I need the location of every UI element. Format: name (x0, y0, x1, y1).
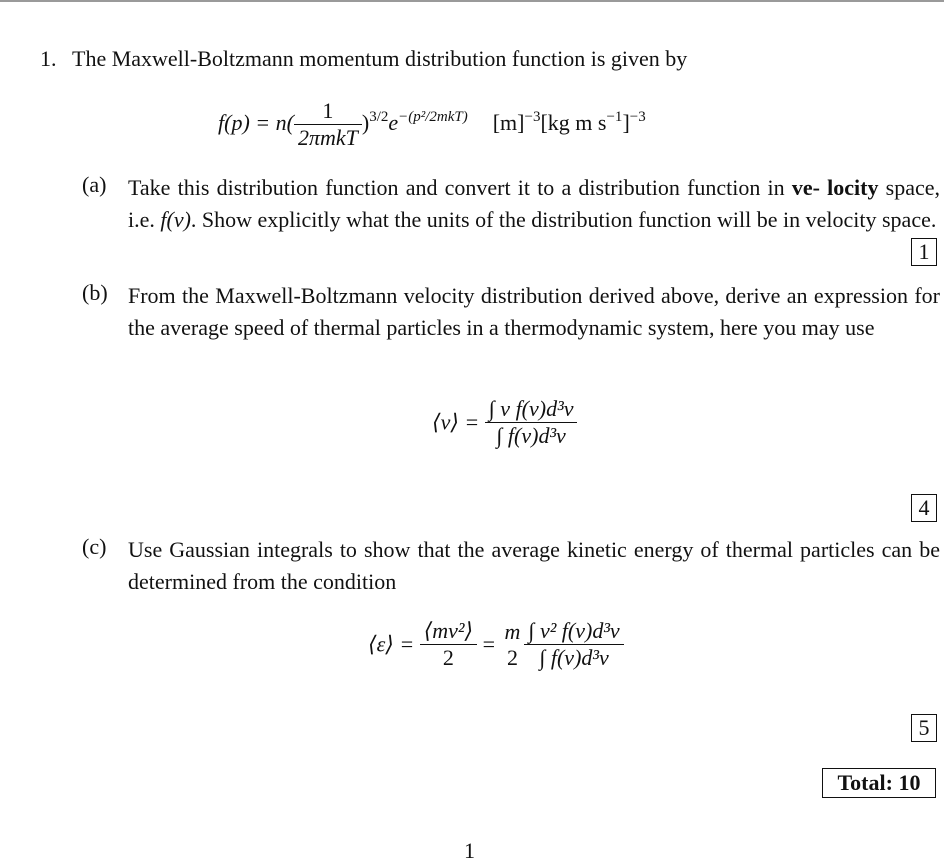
avg-energy-equals: = (482, 631, 496, 657)
part-a-text-3: . Show explicitly what the units of the distribution function will be in velocity space. (190, 207, 937, 232)
problem-number: 1. (40, 46, 57, 71)
equation-lhs: f(p) = n( (218, 109, 294, 135)
units-momentum: [kg m s (540, 109, 607, 135)
exp-base: e (388, 109, 399, 135)
part-a-bold-1: ve- (791, 175, 820, 200)
total-box: Total: 10 (822, 768, 936, 798)
part-a-points-box: 1 (911, 238, 937, 266)
units-momentum-close: ] (622, 109, 630, 135)
units-length-exp: −3 (524, 108, 541, 125)
fraction-2-denominator: 2 (506, 644, 518, 670)
fraction-denominator: 2πmkT (297, 125, 358, 151)
avg-speed-numerator: ∫ v f(v)d³v (485, 396, 578, 423)
part-a-label: (a) (82, 172, 107, 197)
units-momentum-exp: −3 (629, 108, 646, 125)
part-a-text (128, 172, 940, 236)
equation-fraction (294, 98, 362, 152)
units-momentum-inner-exp: −1 (606, 108, 623, 125)
fraction-numerator: 1 (294, 98, 362, 125)
fraction-1-denominator: 2 (442, 645, 454, 671)
avg-energy-lhs: ⟨ε⟩ = (368, 631, 415, 657)
fraction-3-numerator: ∫ v² f(v)d³v (524, 618, 623, 645)
avg-speed-lhs: ⟨v⟩ = (432, 409, 480, 435)
units-length: [m] (492, 109, 525, 135)
part-a-text-1: Take this distribution function and convert it to a distribution function in (128, 175, 792, 200)
problem-intro: The Maxwell-Boltzmann momentum distribution function is given by (72, 46, 688, 71)
avg-energy-fraction-2 (501, 619, 525, 672)
part-c-text: Use Gaussian integrals to show that the average kinetic energy of thermal particles can be determined from the condition (128, 537, 940, 594)
exponent-three-halves: 3/2 (369, 108, 389, 125)
avg-speed-denominator: ∫ f(v)d³v (496, 423, 566, 449)
equation-close-paren: ) (361, 109, 370, 135)
part-b-points-box: 4 (911, 494, 937, 522)
part-a-fv: f(v) (160, 207, 191, 232)
part-b-text: From the Maxwell-Boltzmann velocity distribution derived above, derive an expression for the average speed of thermal particles in a thermodynamic system, here you may use (128, 283, 940, 340)
top-rule (0, 0, 944, 2)
fraction-1-numerator: ⟨mv²⟩ (420, 618, 477, 645)
part-c-label: (c) (82, 534, 107, 559)
avg-energy-fraction-3 (524, 618, 623, 672)
page-number: 1 (464, 838, 475, 863)
part-c-points-box: 5 (911, 714, 937, 742)
average-speed-equation (432, 396, 577, 450)
part-a-bold-2: locity (827, 175, 879, 200)
avg-speed-fraction (485, 396, 578, 450)
momentum-equation (218, 98, 646, 152)
avg-energy-fraction-1 (420, 618, 477, 672)
fraction-3-denominator: ∫ f(v)d³v (539, 645, 609, 671)
part-b-label: (b) (82, 280, 108, 305)
part-a-text-2: space, i.e. (128, 175, 941, 232)
fraction-2-numerator: m (504, 618, 521, 644)
exponent-gaussian: −(p²/2mkT) (398, 108, 468, 125)
average-energy-equation (368, 618, 624, 672)
